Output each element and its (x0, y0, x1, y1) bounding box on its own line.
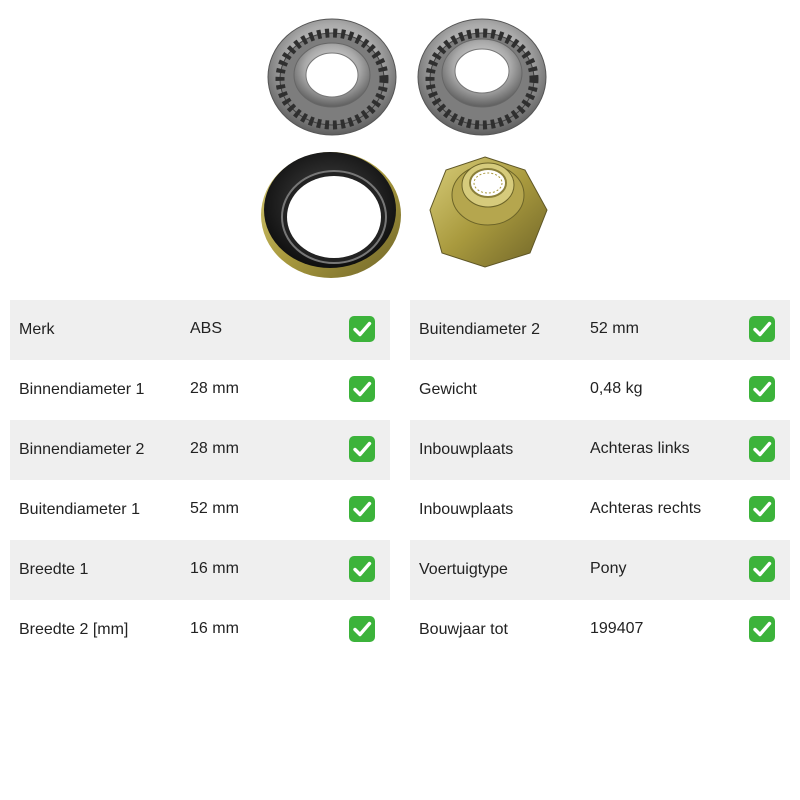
check-icon (349, 556, 375, 582)
spec-row (410, 300, 790, 360)
spec-row (410, 600, 790, 660)
spec-row (410, 540, 790, 600)
spec-label: Voertuigtype (419, 561, 508, 578)
oil-seal (261, 152, 401, 278)
spec-value: 16 mm (190, 560, 239, 577)
spec-value: 52 mm (190, 500, 239, 517)
spec-row (410, 420, 790, 480)
check-icon (349, 436, 375, 462)
spec-row (10, 600, 390, 660)
check-icon (749, 496, 775, 522)
spec-row (10, 480, 390, 540)
spec-table-right (410, 300, 790, 660)
spec-label: Breedte 1 (19, 561, 89, 578)
spec-value: 0,48 kg (590, 380, 643, 397)
check-icon (749, 556, 775, 582)
check-icon (749, 316, 775, 342)
spec-value: 16 mm (190, 620, 239, 637)
spec-label: Inbouwplaats (419, 501, 514, 518)
check-icon (749, 616, 775, 642)
spec-row (10, 360, 390, 420)
check-icon (349, 496, 375, 522)
spec-label: Gewicht (419, 381, 477, 398)
check-icon (349, 376, 375, 402)
spec-table-left (10, 300, 390, 660)
spec-value: Achteras links (590, 440, 690, 457)
spec-value: ABS (190, 320, 223, 337)
spec-value: 199407 (590, 620, 644, 637)
spec-label: Merk (19, 321, 55, 338)
spec-label: Inbouwplaats (419, 441, 514, 458)
check-icon (749, 436, 775, 462)
spec-label: Bouwjaar tot (419, 621, 508, 638)
spec-label: Breedte 2 [mm] (19, 621, 129, 638)
spec-value: Achteras rechts (590, 500, 702, 517)
spec-row (10, 420, 390, 480)
spec-value: 28 mm (190, 380, 239, 397)
hub-nut (430, 157, 547, 267)
spec-row (410, 360, 790, 420)
check-icon (749, 376, 775, 402)
spec-label: Buitendiameter 2 (419, 321, 540, 338)
spec-label: Binnendiameter 2 (19, 441, 145, 458)
spec-value: 28 mm (190, 440, 239, 457)
spec-row (10, 300, 390, 360)
spec-row (10, 540, 390, 600)
check-icon (349, 616, 375, 642)
spec-row (410, 480, 790, 540)
tapered-roller-bearing-1 (268, 19, 396, 135)
spec-value: Pony (590, 560, 627, 577)
check-icon (349, 316, 375, 342)
wheel-bearing-kit-illustration (250, 5, 560, 285)
spec-label: Binnendiameter 1 (19, 381, 145, 398)
spec-label: Buitendiameter 1 (19, 501, 140, 518)
spec-value: 52 mm (590, 320, 639, 337)
product-image (250, 5, 560, 285)
tapered-roller-bearing-2 (418, 19, 546, 135)
